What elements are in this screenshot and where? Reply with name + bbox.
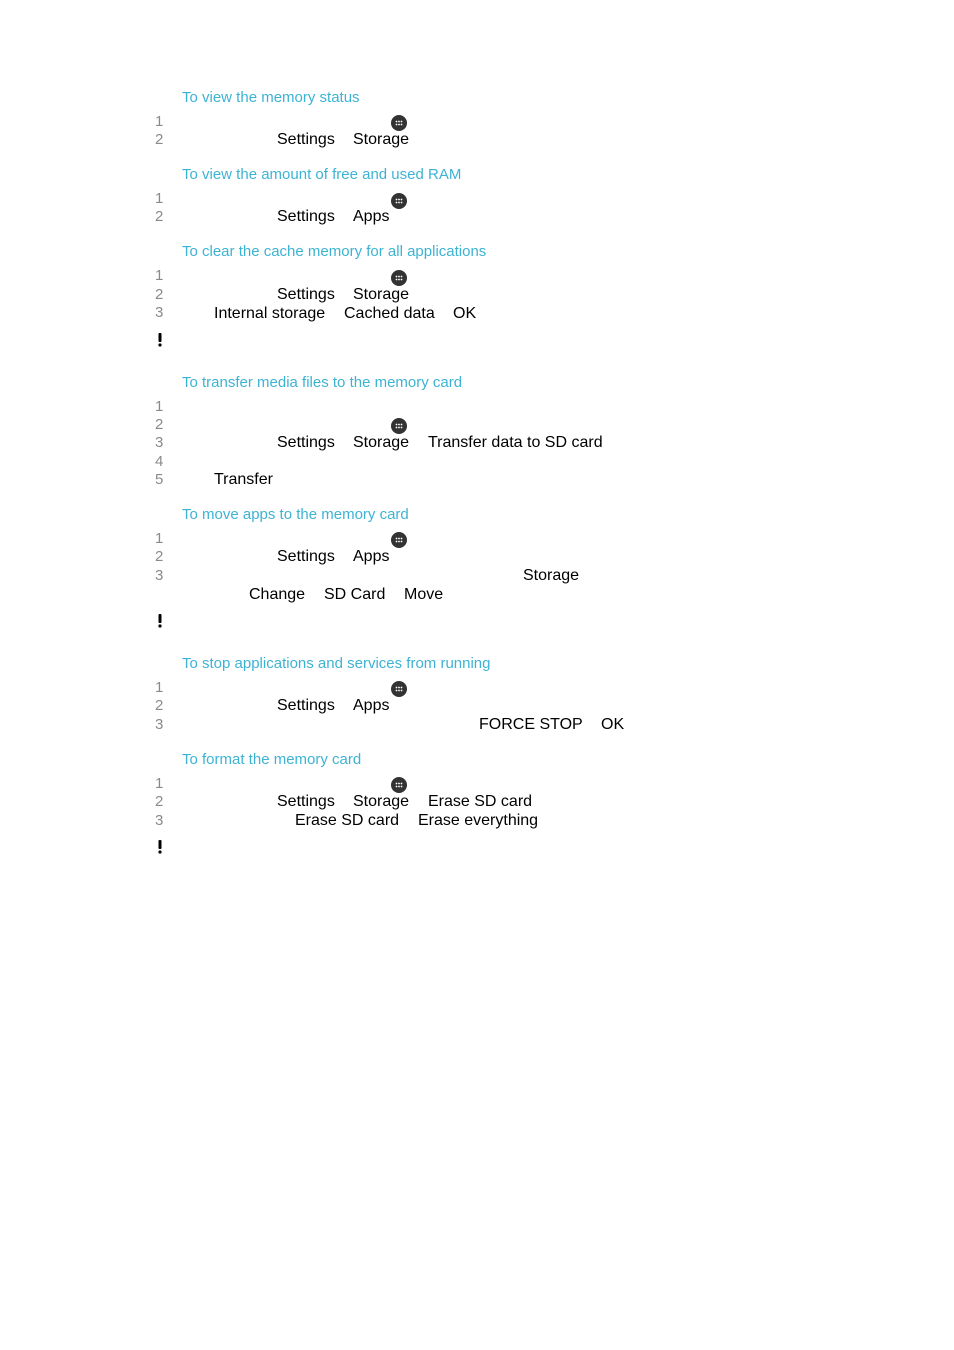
- storage-label: Storage: [353, 434, 410, 451]
- apps-label: Apps: [353, 208, 390, 225]
- step-number: 4: [155, 453, 164, 470]
- exclamation-icon: [156, 613, 164, 629]
- settings-label: Settings: [277, 434, 335, 451]
- step-number: 3: [155, 567, 164, 584]
- section-heading-move-apps: To move apps to the memory card: [182, 506, 409, 523]
- erase-sd-card-label: Erase SD card: [428, 793, 533, 810]
- step-number: 3: [155, 716, 164, 733]
- apps-grid-icon: [391, 270, 407, 286]
- change-label: Change: [249, 586, 306, 603]
- step-number: 1: [155, 530, 164, 547]
- force-stop-label: FORCE STOP: [479, 716, 583, 733]
- ok-label: OK: [453, 305, 477, 322]
- step-number: 2: [155, 416, 164, 433]
- storage-label: Storage: [353, 131, 410, 148]
- settings-label: Settings: [277, 793, 335, 810]
- step-number: 2: [155, 697, 164, 714]
- settings-label: Settings: [277, 697, 335, 714]
- ok-label: OK: [601, 716, 625, 733]
- apps-grid-icon: [391, 681, 407, 697]
- step-number: 1: [155, 190, 164, 207]
- step-number: 3: [155, 434, 164, 451]
- storage-label: Storage: [353, 286, 410, 303]
- section-heading-stop-apps: To stop applications and services from running: [182, 655, 491, 672]
- storage-label: Storage: [523, 567, 580, 584]
- section-heading-ram: To view the amount of free and used RAM: [182, 166, 462, 183]
- apps-grid-icon: [391, 777, 407, 793]
- step-number: 1: [155, 775, 164, 792]
- step-number: 2: [155, 208, 164, 225]
- apps-label: Apps: [353, 697, 390, 714]
- erase-everything-label: Erase everything: [418, 812, 539, 829]
- section-heading-memory-status: To view the memory status: [182, 89, 360, 106]
- apps-grid-icon: [391, 193, 407, 209]
- step-number: 1: [155, 113, 164, 130]
- exclamation-icon: [156, 332, 164, 348]
- section-heading-clear-cache: To clear the cache memory for all applications: [182, 243, 487, 260]
- transfer-data-to-sd-label: Transfer data to SD card: [428, 434, 603, 451]
- apps-grid-icon: [391, 115, 407, 131]
- step-number: 1: [155, 679, 164, 696]
- move-label: Move: [404, 586, 444, 603]
- step-number: 2: [155, 548, 164, 565]
- step-number: 1: [155, 398, 164, 415]
- section-heading-transfer-media: To transfer media files to the memory card: [182, 374, 463, 391]
- internal-storage-label: Internal storage: [214, 305, 326, 322]
- step-number: 2: [155, 286, 164, 303]
- settings-label: Settings: [277, 208, 335, 225]
- storage-label: Storage: [353, 793, 410, 810]
- cached-data-label: Cached data: [344, 305, 435, 322]
- settings-label: Settings: [277, 286, 335, 303]
- step-number: 1: [155, 267, 164, 284]
- apps-grid-icon: [391, 418, 407, 434]
- step-number: 3: [155, 812, 164, 829]
- transfer-label: Transfer: [214, 471, 273, 488]
- step-number: 3: [155, 304, 164, 321]
- erase-sd-card-label: Erase SD card: [295, 812, 400, 829]
- settings-label: Settings: [277, 548, 335, 565]
- step-number: 5: [155, 471, 164, 488]
- step-number: 2: [155, 131, 164, 148]
- exclamation-icon: [156, 839, 164, 855]
- apps-label: Apps: [353, 548, 390, 565]
- sd-card-label: SD Card: [324, 586, 386, 603]
- step-number: 2: [155, 793, 164, 810]
- apps-grid-icon: [391, 532, 407, 548]
- settings-label: Settings: [277, 131, 335, 148]
- section-heading-format-card: To format the memory card: [182, 751, 362, 768]
